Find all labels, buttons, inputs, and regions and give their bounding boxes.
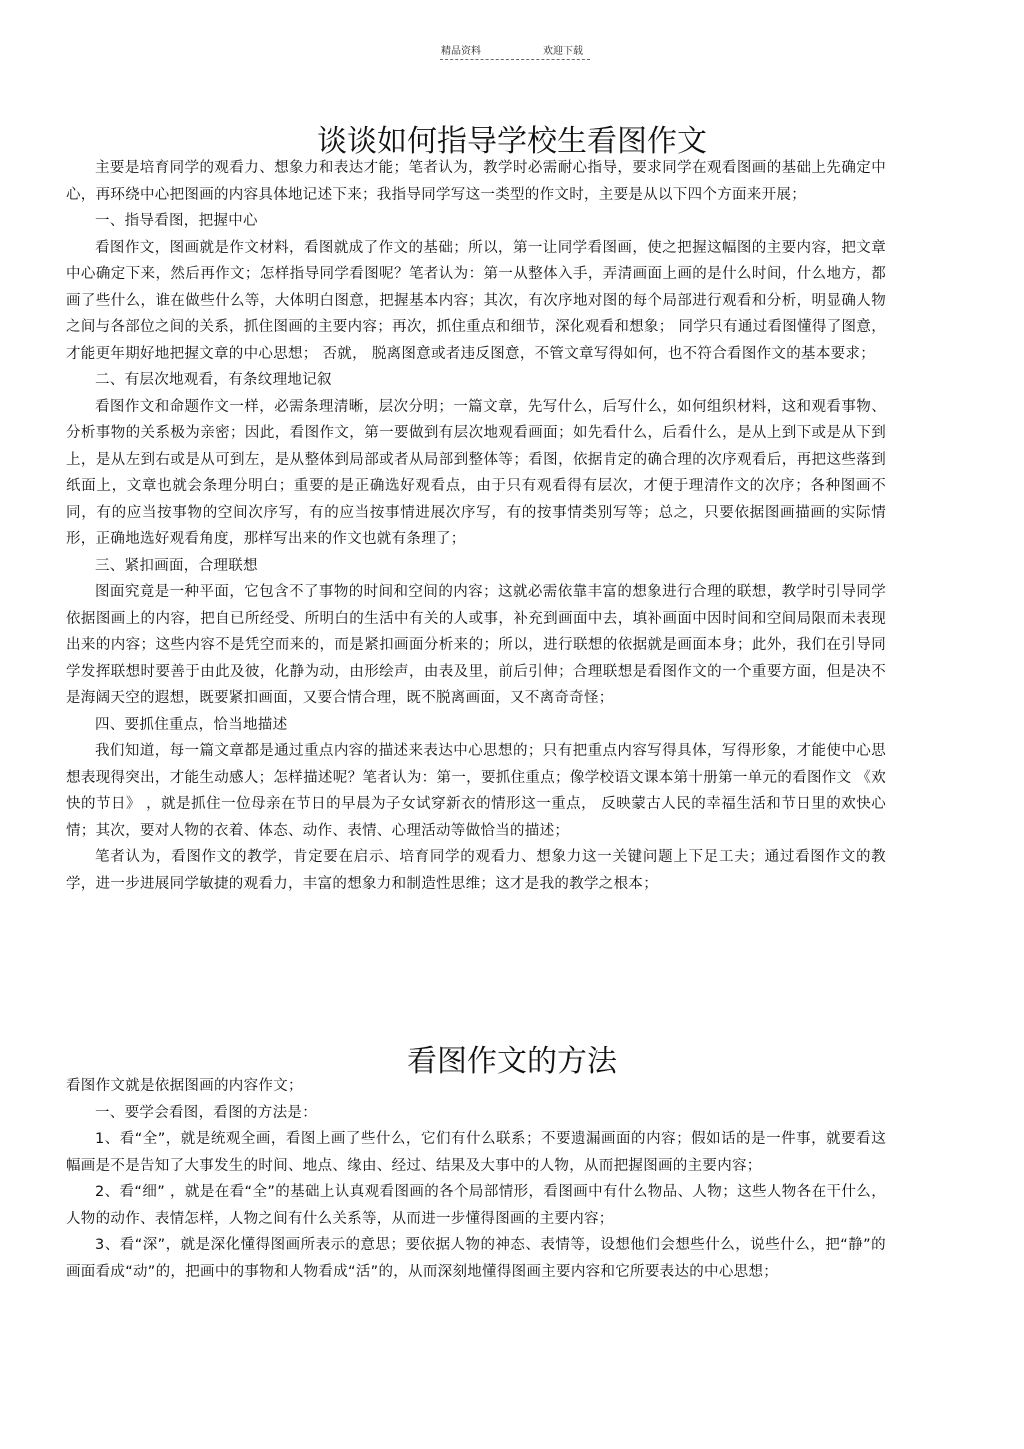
article1-heading-3: 三、紧扣画面，合理联想 [95, 557, 258, 574]
article1-paragraph: 主要是培育同学的观看力、想象力和表达才能；笔者认为，教学时必需耐心指导，要求同学在观看图画的基础上先确定中心，再环绕中心把图画的内容具体地记述下来；我指导同学写这一类型的作文时，主要是从以下四个方面来开展； [66, 160, 886, 203]
article2-body [66, 1073, 886, 1285]
article1-paragraph: 看图作文，图画就是作文材料，看图就成了作文的基础；所以，第一让同学看图画，使之把握这幅图的主要内容，把文章中心确定下来，然后再作文；怎样指导同学看图呢？笔者认为：第一从整体入手，弄清画面上画的是什么时间，什么地方，都画了些什么，谁在做些什么等，大体明白图意，把握基本内容；其次，有次序地对图的每个局部进行观看和分析，明显确人物之间与各部位之间的关系，抓住图画的主要内容；再次，抓住重点和细节，深化观看和想象； 同学只有通过看图懂得了图意， 才能更年期好地把握文章的中心思想； 否就， 脱离图意或者违反图意，不管文章写得如何，也不符合看图作文的基本要求； [66, 239, 886, 362]
article2-paragraph: 2、看“细” ，就是在看“全”的基础上认真观看图画的各个局部情形，看图画中有什么物品、人物；这些人物各在干什么，人物的动作、表情怎样，人物之间有什么关系等，从而进一步懂得图画的主要内容； [66, 1184, 886, 1227]
header-left-text: 精品资料 [441, 46, 481, 57]
article1-paragraph: 我们知道，每一篇文章都是通过重点内容的描述来表达中心思想的；只有把重点内容写得具体，写得形象，才能使中心思想表现得突出，才能生动感人；怎样描述呢？笔者认为：第一，要抓住重点；像学校语文课本第十册第一单元的看图作文 《欢快的节日》 ，就是抓住一位母亲在节日的早晨为子女试穿新衣的情形这一重点， 反映蒙古人民的幸福生活和节日里的欢快心情；其次，要对人物的衣着、体态、动作、表情、心理活动等做恰当的描述； [66, 743, 886, 839]
article1-heading-4: 四、要抓住重点，恰当地描述 [95, 716, 288, 733]
article1-title: 谈谈如何指导学校生看图作文 [317, 124, 707, 159]
article1-paragraph: 图面究竟是一种平面，它包含不了事物的时间和空间的内容；这就必需依靠丰富的想象进行合理的联想，教学时引导同学依据图画上的内容，把自已所经受、所明白的生活中有关的人或事，补充到画面中去，填补画面中因时间和空间局限而未表现出来的内容；这些内容不是凭空而来的，而是紧扣画面分析来的；所以，进行联想的依据就是画面本身；此外，我们在引导同学发挥联想时要善于由此及彼，化静为动，由形绘声，由表及里，前后引伸；合理联想是看图作文的一个重要方面，但是决不是海阔天空的遐想，既要紧扣画面，又要合情合理，既不脱离画面，又不离奇奇怪； [66, 584, 886, 706]
article1-heading-1: 一、指导看图，把握中心 [95, 213, 258, 229]
header-divider [440, 59, 590, 60]
article2-heading-1: 一、要学会看图，看图的方法是： [95, 1104, 317, 1121]
article2-title: 看图作文的方法 [407, 1044, 617, 1079]
header-right-text: 欢迎下载 [543, 46, 583, 57]
article1-paragraph: 看图作文和命题作文一样，必需条理清晰，层次分明；一篇文章，先写什么，后写什么，如何组织材料，这和观看事物、分析事物的关系极为亲密；因此，看图作文，第一要做到有层次地观看画面；如先看什么，后看什么，是从上到下或是从下到上，是从左到右或是从可到左，是从整体到局部或者从局部到整体等；看图，依据肯定的确合理的次序观看后，再把这些落到纸面上，文章也就会条理分明白；重要的是正确选好观看点，由于只有观看得有层次，才便于理清作文的次序；各种图画不同，有的应当按事物的空间次序写，有的应当按事情进展次序写，有的按事情类别写等；总之，只要依据图画描画的实际情形，正确地选好观看角度，那样写出来的作文也就有条理了； [66, 398, 886, 547]
article2-paragraph: 3、看“深”，就是深化懂得图画所表示的意思；要依据人物的神态、表情等，设想他们会想些什么，说些什么，把“静”的画面看成“动”的，把画中的事物和人物看成“活”的，从而深刻地懂得图画主要内容和它所要表达的中心思想； [66, 1237, 886, 1280]
article1-paragraph: 笔者认为，看图作文的教学，肯定要在启示、培育同学的观看力、想象力这一关键问题上下足工夫；通过看图作文的教学，进一步进展同学敏捷的观看力，丰富的想象力和制造性思维；这才是我的教学之根本； [66, 849, 886, 892]
article2-paragraph: 1、看“全”，就是统观全画，看图上画了些什么，它们有什么联系；不要遗漏画面的内容；假如话的是一件事，就要看这幅画是不是告知了大事发生的时间、地点、缘由、经过、结果及大事中的人物，从而把握图画的主要内容； [66, 1131, 886, 1174]
article2-intro: 看图作文就是依据图画的内容作文； [66, 1078, 303, 1094]
article1-body [66, 155, 886, 897]
article1-heading-2: 二、有层次地观看，有条纹理地记叙 [95, 372, 332, 388]
